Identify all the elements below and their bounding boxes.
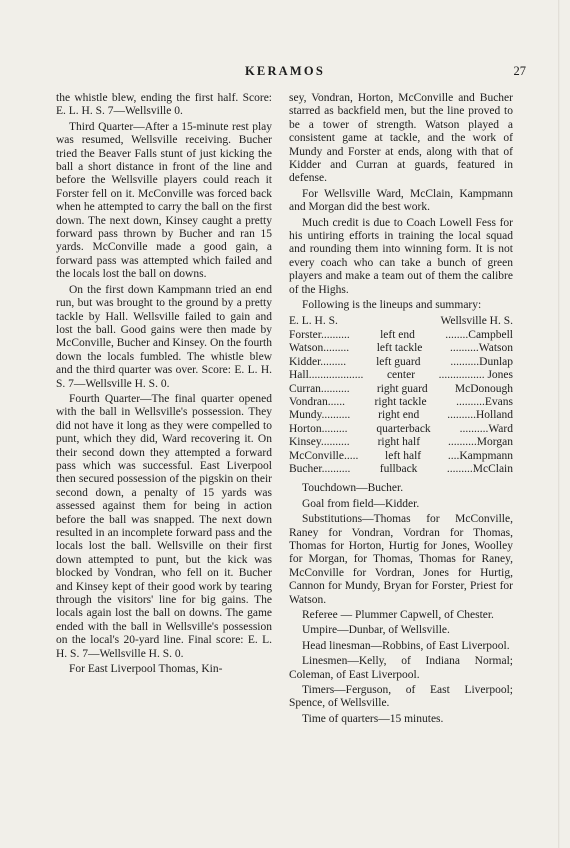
home-team-label: E. L. H. S.	[289, 314, 338, 327]
paragraph: Following is the lineups and summary:	[302, 299, 482, 312]
lineup-table	[289, 315, 513, 477]
away-player: ..........Morgan	[448, 436, 513, 449]
position: right half	[377, 436, 421, 449]
summary-line: Substitutions—Thomas for McConville, Raney for Vondran, Vordran for Thomas, Thomas for Horton, Hurtig for Jones, Woolley for Morgan, for Thomas, Thomas for Raney, McConville for Vordran, Jones for Hurtig, Cannon for Mundy, Bryan for Forster, Priest for Watson.	[289, 513, 513, 606]
home-player: McConville.....	[289, 449, 359, 462]
paragraph: For Wellsville Ward, McClain, Kampmann and Morgan did the best work.	[289, 187, 513, 214]
summary-line: Umpire—Dunbar, of Wellsville.	[302, 624, 450, 637]
away-player: ........Campbell	[445, 328, 513, 341]
left-column	[56, 92, 272, 678]
home-player: Hall...................	[289, 369, 364, 382]
position: left half	[385, 449, 422, 462]
paragraph: Much credit is due to Coach Lowell Fess for his untiring efforts in training the local squad and rounding them into winning form. It is not every coach who can take a bunch of green players and make a team out of them the calibre of the Highs.	[289, 216, 513, 296]
home-player: Bucher..........	[289, 462, 351, 475]
position: quarterback	[376, 422, 431, 435]
lineup-row	[289, 356, 513, 369]
summary-line: Head linesman—Robbins, of East Liverpool.	[302, 639, 510, 652]
away-player: ....Kampmann	[447, 449, 513, 462]
lineup-row	[289, 329, 513, 342]
position: fullback	[379, 462, 418, 475]
paragraph: Fourth Quarter—The final quarter opened with the ball in Wellsville's possession. They did not have it long as they were compelled to punt, which they did, Ward recovering it. On their second down they attempted a forward pass which was successful. East Liverpool then secured possession of the pigskin on their second down, a penalty of 15 yards was assessed against them for being in action before the ball was snapped. The next down resulted in an incomplete forward pass and the locals lost the ball. Wellsville on their first down attempted to punt, but the kick was blocked by Vondran, who fell on it. Bucher and Kinsey kept of their good work by tearing through the visitors' line for big gains. The locals again lost the ball on downs. The game ended with the ball in Wellsville's possession on the local's 20-yard line. Final score: E. L. H. S. 7—Wellsville H. S. 0.	[56, 392, 272, 660]
position: right guard	[376, 382, 428, 395]
right-column	[289, 92, 513, 728]
lineup-row	[289, 369, 513, 382]
position: center	[386, 369, 416, 382]
lineup-row	[289, 342, 513, 355]
position: right end	[378, 409, 420, 422]
away-player: McDonough	[454, 382, 513, 395]
position: left end	[380, 328, 415, 341]
away-player: ..........Watson	[450, 342, 513, 355]
home-player: Mundy..........	[289, 409, 351, 422]
paragraph: Third Quarter—After a 15-minute rest play was resumed, Wellsville receiving. Bucher tried the Beaver Falls stunt of just kicking the ball a short distance in front of the line and before the Wellsville players could reach it Forster fell on it. McConville was forced back when he attempted to carry the ball on the first down. The next down, Kinsey caught a pretty forward pass thrown by Bucher and ran 15 yards. McConville made a good gain, a forward pass was attempted which failed and the locals lost the ball on downs.	[56, 120, 272, 281]
away-player: .........McClain	[446, 462, 513, 475]
away-player: ..........Ward	[459, 422, 513, 435]
summary-line: Time of quarters—15 minutes.	[302, 712, 444, 725]
position: left guard	[376, 355, 421, 368]
lineup-row	[289, 383, 513, 396]
lineup-row	[289, 423, 513, 436]
summary-line: Linesmen—Kelly, of Indiana Normal; Coleman, of East Liverpool.	[289, 655, 513, 681]
away-player: ................ Jones	[438, 369, 513, 382]
lineup-row	[289, 436, 513, 449]
away-team-label: Wellsville H. S.	[440, 314, 513, 327]
lineup-row	[289, 450, 513, 463]
paragraph: On the first down Kampmann tried an end run, but was brought to the ground by a pretty tackle by Hall. Wellsville failed to gain and lost the ball. Good gains were then made by McConville, Bucher and Kinsey. On the fourth down the locals fumbled. The whistle blew and the third quarter was over. Score: E. L. H. S. 7—Wellsville H. S. 0.	[56, 283, 272, 390]
away-player: ..........Dunlap	[450, 355, 513, 368]
home-player: Horton.........	[289, 422, 348, 435]
away-player: ..........Holland	[447, 409, 513, 422]
lineup-row	[289, 409, 513, 422]
summary-line: Timers—Ferguson, of East Liverpool; Spence, of Wellsville.	[289, 684, 513, 710]
page-number: 27	[513, 64, 526, 78]
paragraph: sey, Vondran, Horton, McConville and Bucher starred as backfield men, but the line proved to be a tower of strength. Watson played a consistent game at tackle, and the work of Mundy and Forster at ends, along with that of Kidder and Curran at guards, featured in defense.	[289, 92, 513, 185]
paragraph: For East Liverpool Thomas, Kin-	[69, 663, 223, 676]
lineup-row	[289, 396, 513, 409]
summary-line: Referee — Plummer Capwell, of Chester.	[302, 609, 494, 622]
summary-line: Goal from field—Kidder.	[302, 497, 420, 510]
home-player: Vondran......	[289, 395, 346, 408]
page-fold-shadow	[558, 0, 560, 848]
home-player: Watson.........	[289, 342, 350, 355]
position: right tackle	[374, 395, 427, 408]
running-header	[0, 64, 570, 80]
publication-title: KERAMOS	[245, 64, 325, 78]
position: left tackle	[376, 342, 423, 355]
paragraph: the whistle blew, ending the first half. Score: E. L. H. S. 7—Wellsville 0.	[56, 92, 272, 118]
home-player: Forster..........	[289, 328, 350, 341]
home-player: Kidder.........	[289, 355, 347, 368]
home-player: Curran..........	[289, 382, 350, 395]
home-player: Kinsey..........	[289, 436, 350, 449]
lineup-row	[289, 463, 513, 476]
summary-line: Touchdown—Bucher.	[302, 482, 404, 495]
lineup-header	[289, 315, 513, 328]
away-player: ..........Evans	[456, 395, 513, 408]
